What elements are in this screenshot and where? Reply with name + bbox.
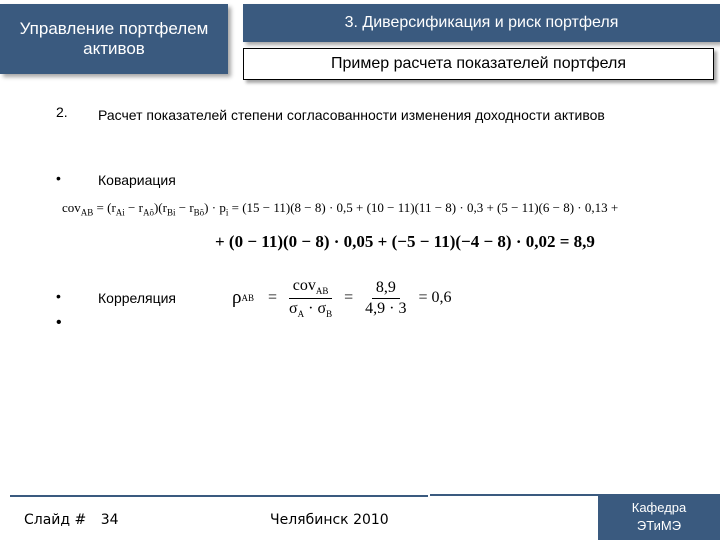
bullet-marker-empty: •: [56, 314, 62, 331]
sigma-symbol: · σ: [304, 299, 327, 317]
slide-number-value: 34: [100, 512, 119, 528]
correlation-formula: [232, 274, 452, 322]
slide-number-label: Слайд #: [24, 512, 87, 528]
department-line1: Кафедра: [631, 500, 687, 515]
equals-sign: =: [344, 289, 354, 306]
cov-subscript: AB: [315, 286, 329, 297]
bullet-marker: •: [56, 170, 61, 186]
sigma-subscript: B: [326, 308, 333, 319]
formula-subscript: Ai: [115, 207, 125, 218]
rho-subscript: AB: [241, 293, 254, 303]
fraction-cov: [285, 277, 336, 318]
formula-subscript: i: [225, 207, 229, 218]
section-title: 3. Диверсификация и риск портфеля: [344, 14, 619, 31]
department-line2: ЭТиМЭ: [636, 518, 682, 533]
step-text: Расчет показателей степени согласованности изменения доходности активов: [98, 107, 605, 123]
department-box: [598, 494, 720, 540]
covariance-label: Ковариация: [98, 172, 176, 188]
fraction-numerator: 8,9: [372, 279, 400, 299]
formula-subscript: Bõ: [193, 207, 205, 218]
slide-number: [24, 512, 119, 528]
sigma-symbol: σ: [289, 299, 298, 317]
cov-symbol: cov: [292, 277, 316, 295]
formula-part: − r: [124, 200, 143, 215]
equals-sign: =: [268, 289, 278, 306]
formula-subscript: Bi: [166, 207, 176, 218]
formula-part: ) · p: [204, 200, 226, 215]
correlation-label: Корреляция: [98, 290, 177, 306]
covariance-formula-line1: [62, 200, 618, 218]
fraction-numerator: [289, 277, 333, 298]
fraction-denominator: [285, 299, 336, 319]
formula-part: )(r: [153, 200, 167, 215]
course-title-box: [0, 4, 228, 74]
fraction-denominator: 4,9 · 3: [365, 299, 407, 317]
slide-subtitle-box: [243, 48, 714, 80]
cov-symbol: cov: [62, 200, 81, 215]
slide-subtitle: Пример расчета показателей портфеля: [330, 55, 626, 72]
cov-subscript: AB: [80, 207, 94, 218]
section-title-box: [243, 4, 720, 42]
step-number: 2.: [56, 104, 68, 120]
footer-divider: [430, 494, 600, 496]
sigma-subscript: A: [297, 308, 305, 319]
formula-part: = (15 − 11)(8 − 8) · 0,5 + (10 − 11)(11 − 8) · 0,3 + (5 − 11)(6 − 8) · 0,13 +: [228, 200, 619, 215]
formula-part: = (r: [93, 200, 116, 215]
correlation-result: = 0,6: [418, 289, 452, 306]
course-title: Управление портфелем активов: [19, 19, 209, 58]
fraction-values: [361, 279, 410, 318]
formula-part: − r: [175, 200, 194, 215]
covariance-formula-line2: + (0 − 11)(0 − 8) · 0,05 + (−5 − 11)(−4 − 8) · 0,02 = 8,9: [215, 232, 595, 251]
formula-subscript: Aõ: [142, 207, 154, 218]
footer-city-year: Челябинск 2010: [270, 512, 389, 528]
footer-divider: [10, 495, 428, 497]
bullet-marker: •: [56, 288, 61, 304]
rho-symbol: ρ: [232, 287, 242, 308]
